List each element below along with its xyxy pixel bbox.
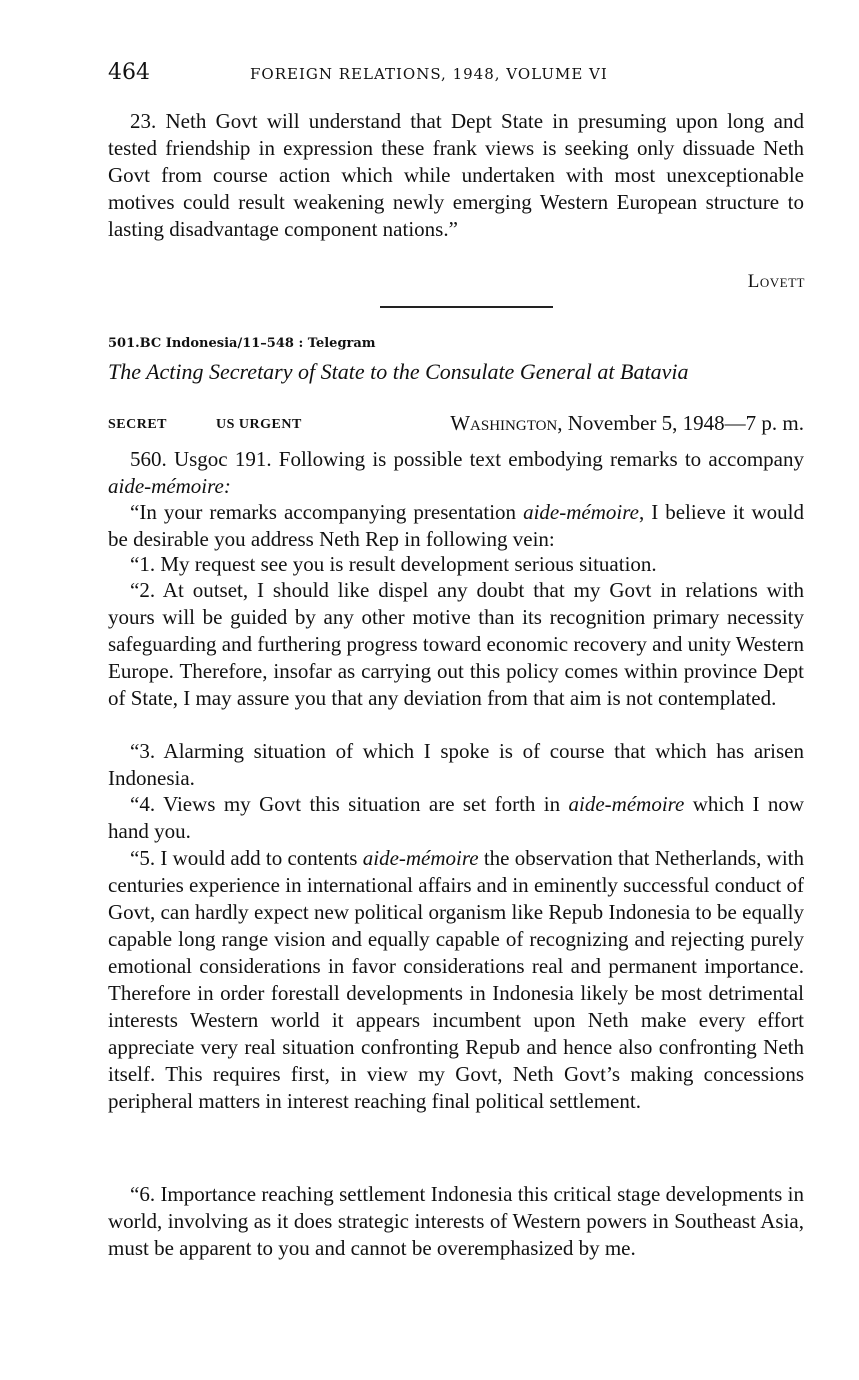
paragraph-6: “6. Importance reaching settlement Indonesia this critical stage developments in world, involving as it does strategic interests of Western powers in Southeast Asia, must be apparent to you and cannot be overemphasized by me. xyxy=(108,1182,804,1260)
signature: Lovett xyxy=(747,271,805,292)
paragraph-3: “3. Alarming situation of which I spoke is of course that which has arisen Indonesia. xyxy=(108,739,804,790)
paragraph-1: “1. My request see you is result development serious situation. xyxy=(130,552,657,576)
place: Washington xyxy=(450,411,558,435)
paragraph-5: “5. I would add to contents aide-mémoire the observation that Netherlands, with centuries experience in international affairs and in eminently successful conduct of Govt, can hardly expect new political organism like Repub Indonesia to be equally capable long range vision and equally capable of recognizing and rejecting purely emotional considerations in favor considerations real and permanent importance. Therefore in order forestall developments in Indonesia likely be most detrimental interests Western world it appears incumbent upon Neth make every effort appreciate very real situation confronting Repub and hence also confronting Neth itself. This requires first, in view my Govt, Neth Govt’s making concessions peripheral matters in interest reaching final political settlement. xyxy=(108,846,805,1113)
priority: US URGENT xyxy=(216,417,302,432)
section-divider xyxy=(380,306,553,308)
classification: SECRET xyxy=(108,417,168,432)
paragraph-intro: 560. Usgoc 191. Following is possible text embodying remarks to accompany aide-mémoire: xyxy=(108,447,804,498)
paragraph-opening: “In your remarks accompanying presentation aide-mémoire, I believe it would be desirable you address Neth Rep in following vein: xyxy=(108,500,805,551)
running-head: FOREIGN RELATIONS, 1948, VOLUME VI xyxy=(250,65,608,83)
document-title: The Acting Secretary of State to the Consulate General at Batavia xyxy=(108,359,689,384)
date: , November 5, 1948—7 p. m. xyxy=(557,411,804,435)
page-header xyxy=(108,60,804,90)
paragraph-2: “2. At outset, I should like dispel any doubt that my Govt in relations with yours will be guided by any other motive than its recognition primary necessity safeguarding and furthering progress toward economic recovery and unity Western Europe. Therefore, insofar as carrying out this policy comes within province Dept of State, I may assure you that any deviation from that aim is not contemplated. xyxy=(108,578,804,710)
paragraph-4: “4. Views my Govt this situation are set forth in aide-mémoire which I now hand you. xyxy=(108,792,805,843)
place-date xyxy=(450,411,804,436)
file-reference: 501.BC Indonesia/11–548 : Telegram xyxy=(108,336,376,351)
page-number: 464 xyxy=(108,60,150,85)
paragraph-23: 23. Neth Govt will understand that Dept State in presuming upon long and tested friendship in expression these frank views is seeking only dissuade Neth Govt from course action which while undertaken with most unexceptionable motives could result weakening newly emerging Western European structure to lasting disadvantage component nations.” xyxy=(108,109,804,241)
dateline xyxy=(108,411,804,439)
